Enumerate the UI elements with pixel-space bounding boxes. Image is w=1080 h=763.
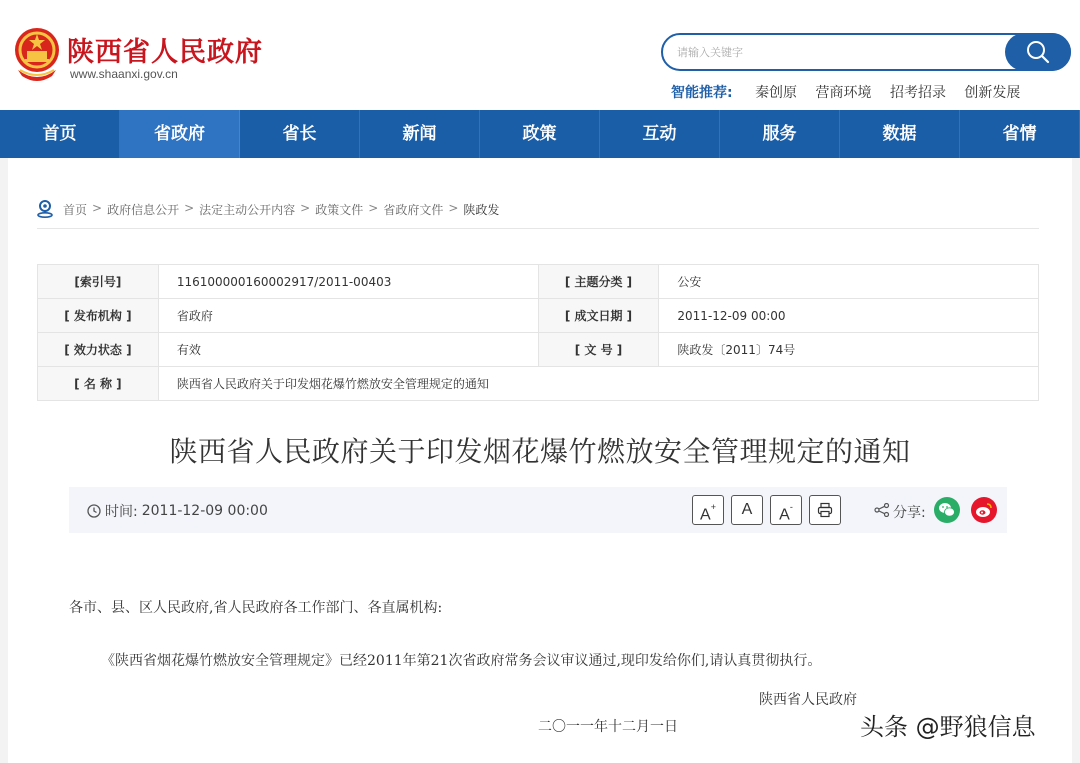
table-row <box>38 265 1039 299</box>
document-number-value: 陕政发〔2011〕74号 <box>659 333 1039 367</box>
site-title[interactable]: 陕西省人民政府 <box>67 37 263 68</box>
nav-item-policy[interactable]: 政策 <box>480 110 600 158</box>
breadcrumb-current[interactable]: 陕政发 <box>463 203 500 217</box>
breadcrumb-separator: > <box>300 201 311 215</box>
wechat-icon <box>934 497 960 523</box>
share-icon <box>874 503 890 517</box>
share-weibo-button[interactable] <box>971 497 997 523</box>
article-paragraph: 《陕西省烟花爆竹燃放安全管理规定》已经2011年第21次省政府常务会议审议通过,现印发给你们,请认真贯彻执行。 <box>101 653 822 669</box>
recommend-item-qinchuangyuan[interactable]: 秦创原 <box>755 85 798 101</box>
document-number-label: [ 文 号 ] <box>538 333 659 367</box>
breadcrumb-gov-info-disclosure[interactable]: 政府信息公开 <box>107 203 180 217</box>
document-info-table <box>37 264 1039 401</box>
document-name-label: [ 名 称 ] <box>38 367 159 401</box>
nav-item-home[interactable]: 首页 <box>0 110 120 158</box>
font-smaller-mark: - <box>789 502 793 512</box>
table-row <box>38 299 1039 333</box>
nav-item-data[interactable]: 数据 <box>840 110 960 158</box>
breadcrumb <box>37 201 1039 229</box>
time-label: 时间: <box>105 504 138 520</box>
nav-item-governor[interactable]: 省长 <box>240 110 360 158</box>
topic-category-label: [ 主题分类 ] <box>538 265 659 299</box>
font-normal-label: A <box>741 501 753 518</box>
share-label: 分享: <box>893 505 926 521</box>
nav-item-news[interactable]: 新闻 <box>360 110 480 158</box>
recommend-item-innovation[interactable]: 创新发展 <box>964 85 1021 101</box>
search-button[interactable] <box>1005 33 1071 71</box>
recommend-item-business-env[interactable]: 营商环境 <box>815 85 872 101</box>
font-larger-button[interactable] <box>692 495 724 525</box>
national-emblem-icon[interactable] <box>12 26 62 82</box>
print-button[interactable] <box>809 495 841 525</box>
sign-date: 二〇一一年十二月一日 <box>538 719 678 735</box>
document-name-value: 陕西省人民政府关于印发烟花爆竹燃放安全管理规定的通知 <box>158 367 1038 401</box>
search-input[interactable] <box>677 43 997 61</box>
breadcrumb-separator: > <box>92 201 103 215</box>
weibo-icon <box>971 497 997 523</box>
clock-icon <box>87 504 101 518</box>
publisher-label: [ 发布机构 ] <box>38 299 159 333</box>
breadcrumb-provincial-gov-documents[interactable]: 省政府文件 <box>383 203 444 217</box>
printer-icon <box>817 502 833 518</box>
font-larger-label: A <box>700 506 711 524</box>
breadcrumb-home[interactable]: 首页 <box>63 203 88 217</box>
publisher-value: 省政府 <box>158 299 538 333</box>
index-number-value: 116100000160002917/2011-00403 <box>158 265 538 299</box>
topic-category-value: 公安 <box>659 265 1039 299</box>
site-url: www.shaanxi.gov.cn <box>70 67 178 81</box>
watermark: 头条 @野狼信息 <box>860 713 1036 741</box>
font-smaller-button[interactable] <box>770 495 802 525</box>
article-toolbar <box>69 487 1007 533</box>
index-number-label: [索引号] <box>38 265 159 299</box>
salutation: 各市、县、区人民政府,省人民政府各工作部门、各直属机构: <box>69 600 443 616</box>
share-wechat-button[interactable] <box>934 497 960 523</box>
font-larger-mark: + <box>710 502 716 512</box>
smart-recommend <box>671 82 1034 102</box>
validity-status-value: 有效 <box>158 333 538 367</box>
validity-status-label: [ 效力状态 ] <box>38 333 159 367</box>
font-normal-button[interactable] <box>731 495 763 525</box>
breadcrumb-statutory-disclosure[interactable]: 法定主动公开内容 <box>199 203 296 217</box>
issue-date-value: 2011-12-09 00:00 <box>659 299 1039 333</box>
recommend-label: 智能推荐: <box>671 85 733 101</box>
nav-item-interaction[interactable]: 互动 <box>600 110 720 158</box>
site-header <box>0 0 1080 110</box>
breadcrumb-separator: > <box>184 201 195 215</box>
nav-item-provincial-government[interactable]: 省政府 <box>120 110 240 158</box>
time-value: 2011-12-09 00:00 <box>141 503 268 519</box>
breadcrumb-separator: > <box>448 201 459 215</box>
location-pin-icon <box>37 200 53 218</box>
publish-time <box>87 501 268 521</box>
main-nav <box>0 110 1080 158</box>
search-icon <box>1025 39 1051 65</box>
font-smaller-label: A <box>779 506 790 524</box>
nav-item-services[interactable]: 服务 <box>720 110 840 158</box>
breadcrumb-separator: > <box>368 201 379 215</box>
table-row <box>38 367 1039 401</box>
signature: 陕西省人民政府 <box>759 692 857 708</box>
search-box <box>661 33 1071 71</box>
breadcrumb-policy-documents[interactable]: 政策文件 <box>315 203 364 217</box>
table-row <box>38 333 1039 367</box>
issue-date-label: [ 成文日期 ] <box>538 299 659 333</box>
article-title: 陕西省人民政府关于印发烟花爆竹燃放安全管理规定的通知 <box>169 435 911 468</box>
recommend-item-recruitment[interactable]: 招考招录 <box>889 85 946 101</box>
nav-item-province-info[interactable]: 省情 <box>960 110 1080 158</box>
